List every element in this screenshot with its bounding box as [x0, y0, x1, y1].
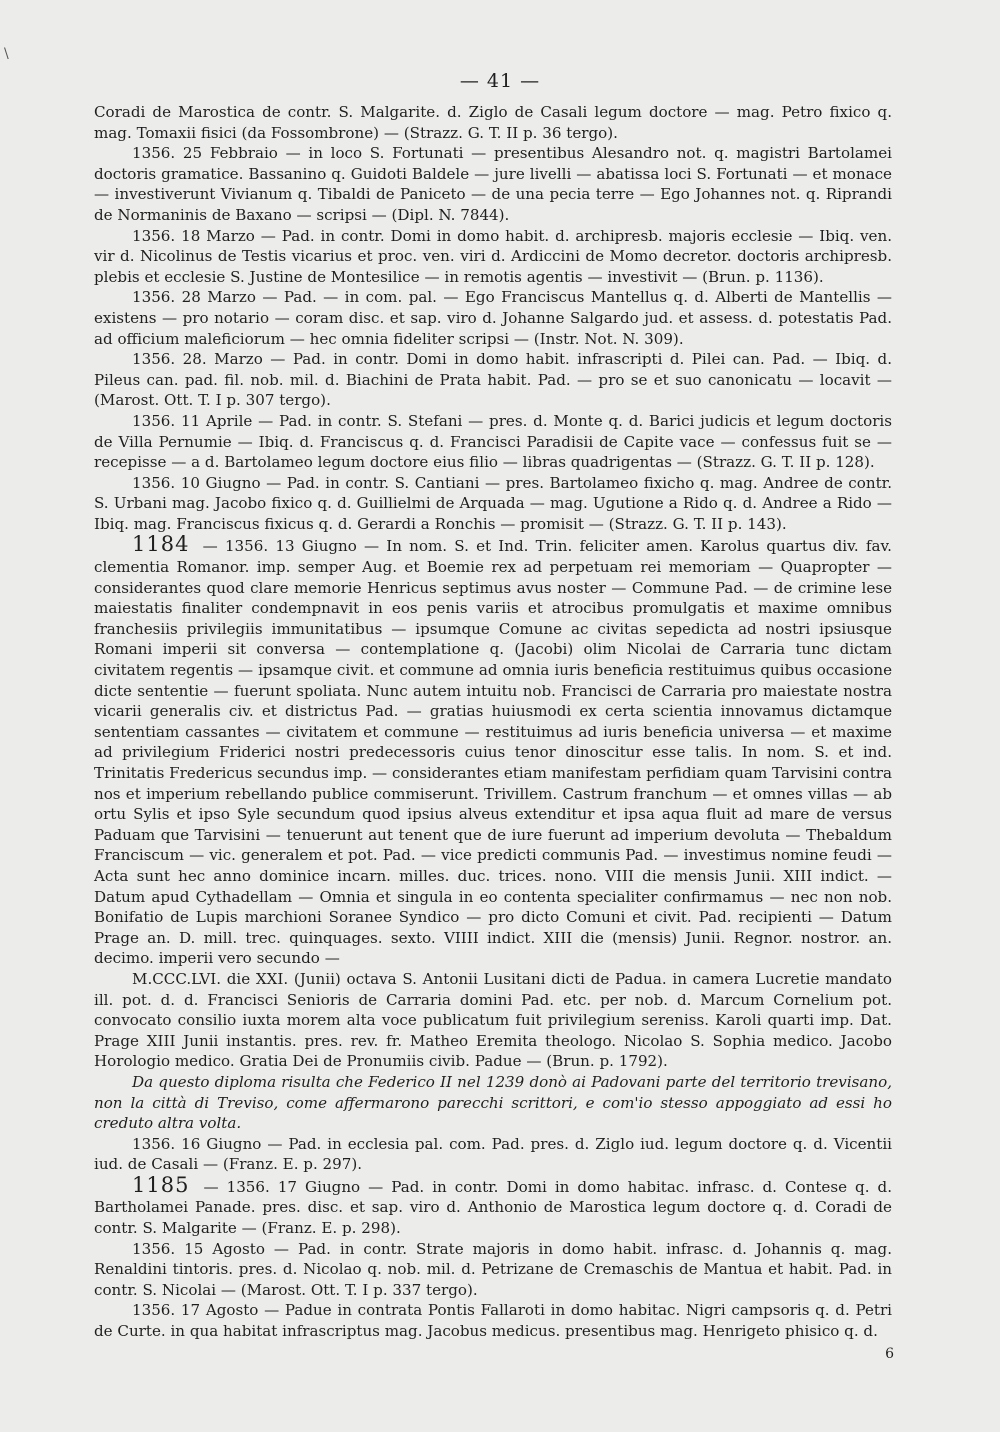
sheet-mark: 6: [885, 1346, 894, 1362]
paragraph: 1356. 10 Giugno — Pad. in contr. S. Cantiani — pres. Bartolameo fixicho q. mag. Andree de contr. S. Urbani mag. Jacobo fixico q. d. Guillielmi de Arquada — mag. Ugutione a Rido q. d. Andree a Rido — Ibiq. mag. Franciscus fixicus q. d. Gerardi a Ronchis — promisit — (Strazz. G. T. II p. 143).: [94, 473, 892, 533]
paragraph: 1356. 25 Febbraio — in loco S. Fortunati — presentibus Alesandro not. q. magistri Bartolamei doctoris gramatice. Bassanino q. Guidoti Baldele — jure livelli — abatissa loci S. Fortunati — et monace — investiverunt Vivianum q. Tibaldi de Paniceto — de una pecia terre — Ego Johannes not. q. Riprandi de Normaninis de Baxano — scripsi — (Dipl. N. 7844).: [94, 144, 892, 224]
paragraph: 1356. 28 Marzo — Pad. — in com. pal. — Ego Franciscus Mantellus q. d. Alberti de Mantellis — existens — pro notario — coram disc. et sap. viro d. Johanne Salgardo jud. et assess. d. potestatis Pad. ad officium maleficiorum — hec omnia fideliter scripsi — (Instr. Not. N. 309).: [94, 288, 892, 348]
paragraph: 1356. 18 Marzo — Pad. in contr. Domi in domo habit. d. archipresb. majoris ecclesie — Ibiq. ven. vir d. Nicolinus de Testis vicarius et proc. ven. viri d. Ardiccini de Momo decretor. doctoris archipresb. plebis et ecclesie S. Justine de Montesilice — in remotis agentis — investivit — (Brun. p. 1136).: [94, 226, 892, 286]
text-block: [94, 102, 892, 1342]
document-number: 1185: [132, 1172, 190, 1197]
edge-mark: \: [4, 46, 9, 62]
paragraph: 1356. 28. Marzo — Pad. in contr. Domi in domo habit. infrascripti d. Pilei can. Pad. — Ibiq. d. Pileus can. pad. fil. nob. mil. d. Biachini de Prata habit. Pad. — pro se et suo canonicatu — locavit — (Marost. Ott. T. I p. 307 tergo).: [94, 350, 892, 410]
document-text: — 1356. 17 Giugno — Pad. in contr. Domi in domo habitac. infrasc. d. Contese q. d. Bartholamei Panade. pres. disc. et sap. viro d. Anthonio de Marostica legum doctore q. d. Coradi de contr. S. Malgarite — (Franz. E. p. 298).: [94, 1177, 892, 1238]
document-number: 1184: [132, 532, 190, 557]
paragraph: Coradi de Marostica de contr. S. Malgarite. d. Ziglo de Casali legum doctore — mag. Petro fixico q. mag. Tomaxii fisici (da Fossombrone) — (Strazz. G. T. II p. 36 tergo).: [94, 103, 892, 142]
editorial-note: Da questo diploma risulta che Federico II nel 1239 donò ai Padovani parte del territorio trevisano, non la città di Treviso, come affermarono parecchi scrittori, e com'io stesso appoggiato ad essi ho creduto altra volta.: [94, 1072, 892, 1133]
document-entry-1185: [94, 1172, 892, 1239]
page-number: — 41 —: [459, 70, 541, 92]
publication-record: M.CCC.LVI. die XXI. (Junii) octava S. Antonii Lusitani dicti de Padua. in camera Lucretie mandato ill. pot. d. d. Francisci Senioris de Carraria domini Pad. etc. per nob. d. Marcum Cornelium pot. convocato consilio iuxta morem alta voce publicatum fuit privilegium sereniss. Karoli quarti imp. Dat. Prage XIII Junii instantis. pres. rev. fr. Matheo Eremita theologo. Nicolao S. Sophia medico. Jacobo Horologio medico. Gratia Dei de Pronumiis civib. Padue — (Brun. p. 1792).: [94, 969, 892, 1071]
paragraph: 1356. 15 Agosto — Pad. in contr. Strate majoris in domo habit. infrasc. d. Johannis q. mag. Renaldini tintoris. pres. d. Nicolao q. nob. mil. d. Petrizane de Cremaschis de Mantua et habit. Pad. in contr. S. Nicolai — (Marost. Ott. T. I p. 337 tergo).: [94, 1239, 892, 1299]
paragraph: 1356. 11 Aprile — Pad. in contr. S. Stefani — pres. d. Monte q. d. Barici judicis et legum doctoris de Villa Pernumie — Ibiq. d. Franciscus q. d. Francisci Paradisii de Capite vace — confessus fuit se — recepisse — a d. Bartolameo legum doctore eius filio — libras quadrigentas — (Strazz. G. T. II p. 128).: [94, 411, 892, 472]
paragraph: 1356. 16 Giugno — Pad. in ecclesia pal. com. Pad. pres. d. Ziglo iud. legum doctore q. d. Vicentii iud. de Casali — (Franz. E. p. 297).: [94, 1134, 892, 1174]
paragraph: 1356. 17 Agosto — Padue in contrata Pontis Fallaroti in domo habitac. Nigri campsoris q. d. Petri de Curte. in qua habitat infrascriptus mag. Jacobus medicus. presentibus mag. Henrigeto phisico q. d.: [94, 1301, 892, 1341]
document-text: — 1356. 13 Giugno — In nom. S. et Ind. Trin. feliciter amen. Karolus quartus div. fav. clementia Romanor. imp. semper Aug. et Boemie rex ad perpetuam rei memoriam — Quapropter — considerantes quod clare memorie Henricus septimus avus noster — Commune Pad. — de crimine lese maiestatis finaliter condempnavit in eos penis variis et atrocibus promulgatis et maxime omnibus franchesiis privilegiis immunitatibus — ipsumque Comune ac civitas sepedicta ad nostri ipsiusque Romani imperii sit conversa — contemplatione q. (Jacobi) olim Nicolai de Carraria tunc dictam civitatem regentis — ipsamque civit. et commune ad omnia iuris beneficia restituimus quibus occasione dicte sententie — fuerunt spoliata. Nunc autem intuitu nob. Francisci de Carraria pro maiestate nostra vicarii generalis civ. et districtus Pad. — gratias huiusmodi ex certa scientia innovamus dictamque sententiam cassantes — civitatem et commune — restituimus ad iuris beneficia universa — et maxime ad privilegium Friderici nostri predecessoris cuius tenor dinoscitur esse talis. In nom. S. et ind. Trinitatis Fredericus secundus imp. — considerantes etiam manifestam perfidiam quam Tarvisini contra nos et imperium rebellando publice commiserunt. Trivillem. Castrum franchum — et omnes villas — ab ortu Sylis et ipso Syle secundum quod ipsius alveus extenditur et ipsa aqua fluit ad mare de versus Paduam que Tarvisini — tenuerunt aut tenent que de iure fuerunt ad imperium devoluta — Thebaldum Franciscum — vic. generalem et pot. Pad. — vice predicti communis Pad. — investimus nomine feudi — Acta sunt hec anno dominice incarn. milles. duc. trices. nono. VIII die mensis Junii. XIII indict. — Datum apud Cythadellam — Omnia et singula in eo contenta specialiter confirmamus — nec non nob. Bonifatio de Lupis marchioni Soranee Syndico — pro dicto Comuni et civit. Pad. recipienti — Datum Prage an. D. mill. trec. quinquages. sexto. VIIII indict. XIII die (mensis) Junii. Regnor. nostror. an. decimo. imperii vero secundo —: [94, 537, 892, 968]
document-entry-1184: [94, 534, 892, 968]
